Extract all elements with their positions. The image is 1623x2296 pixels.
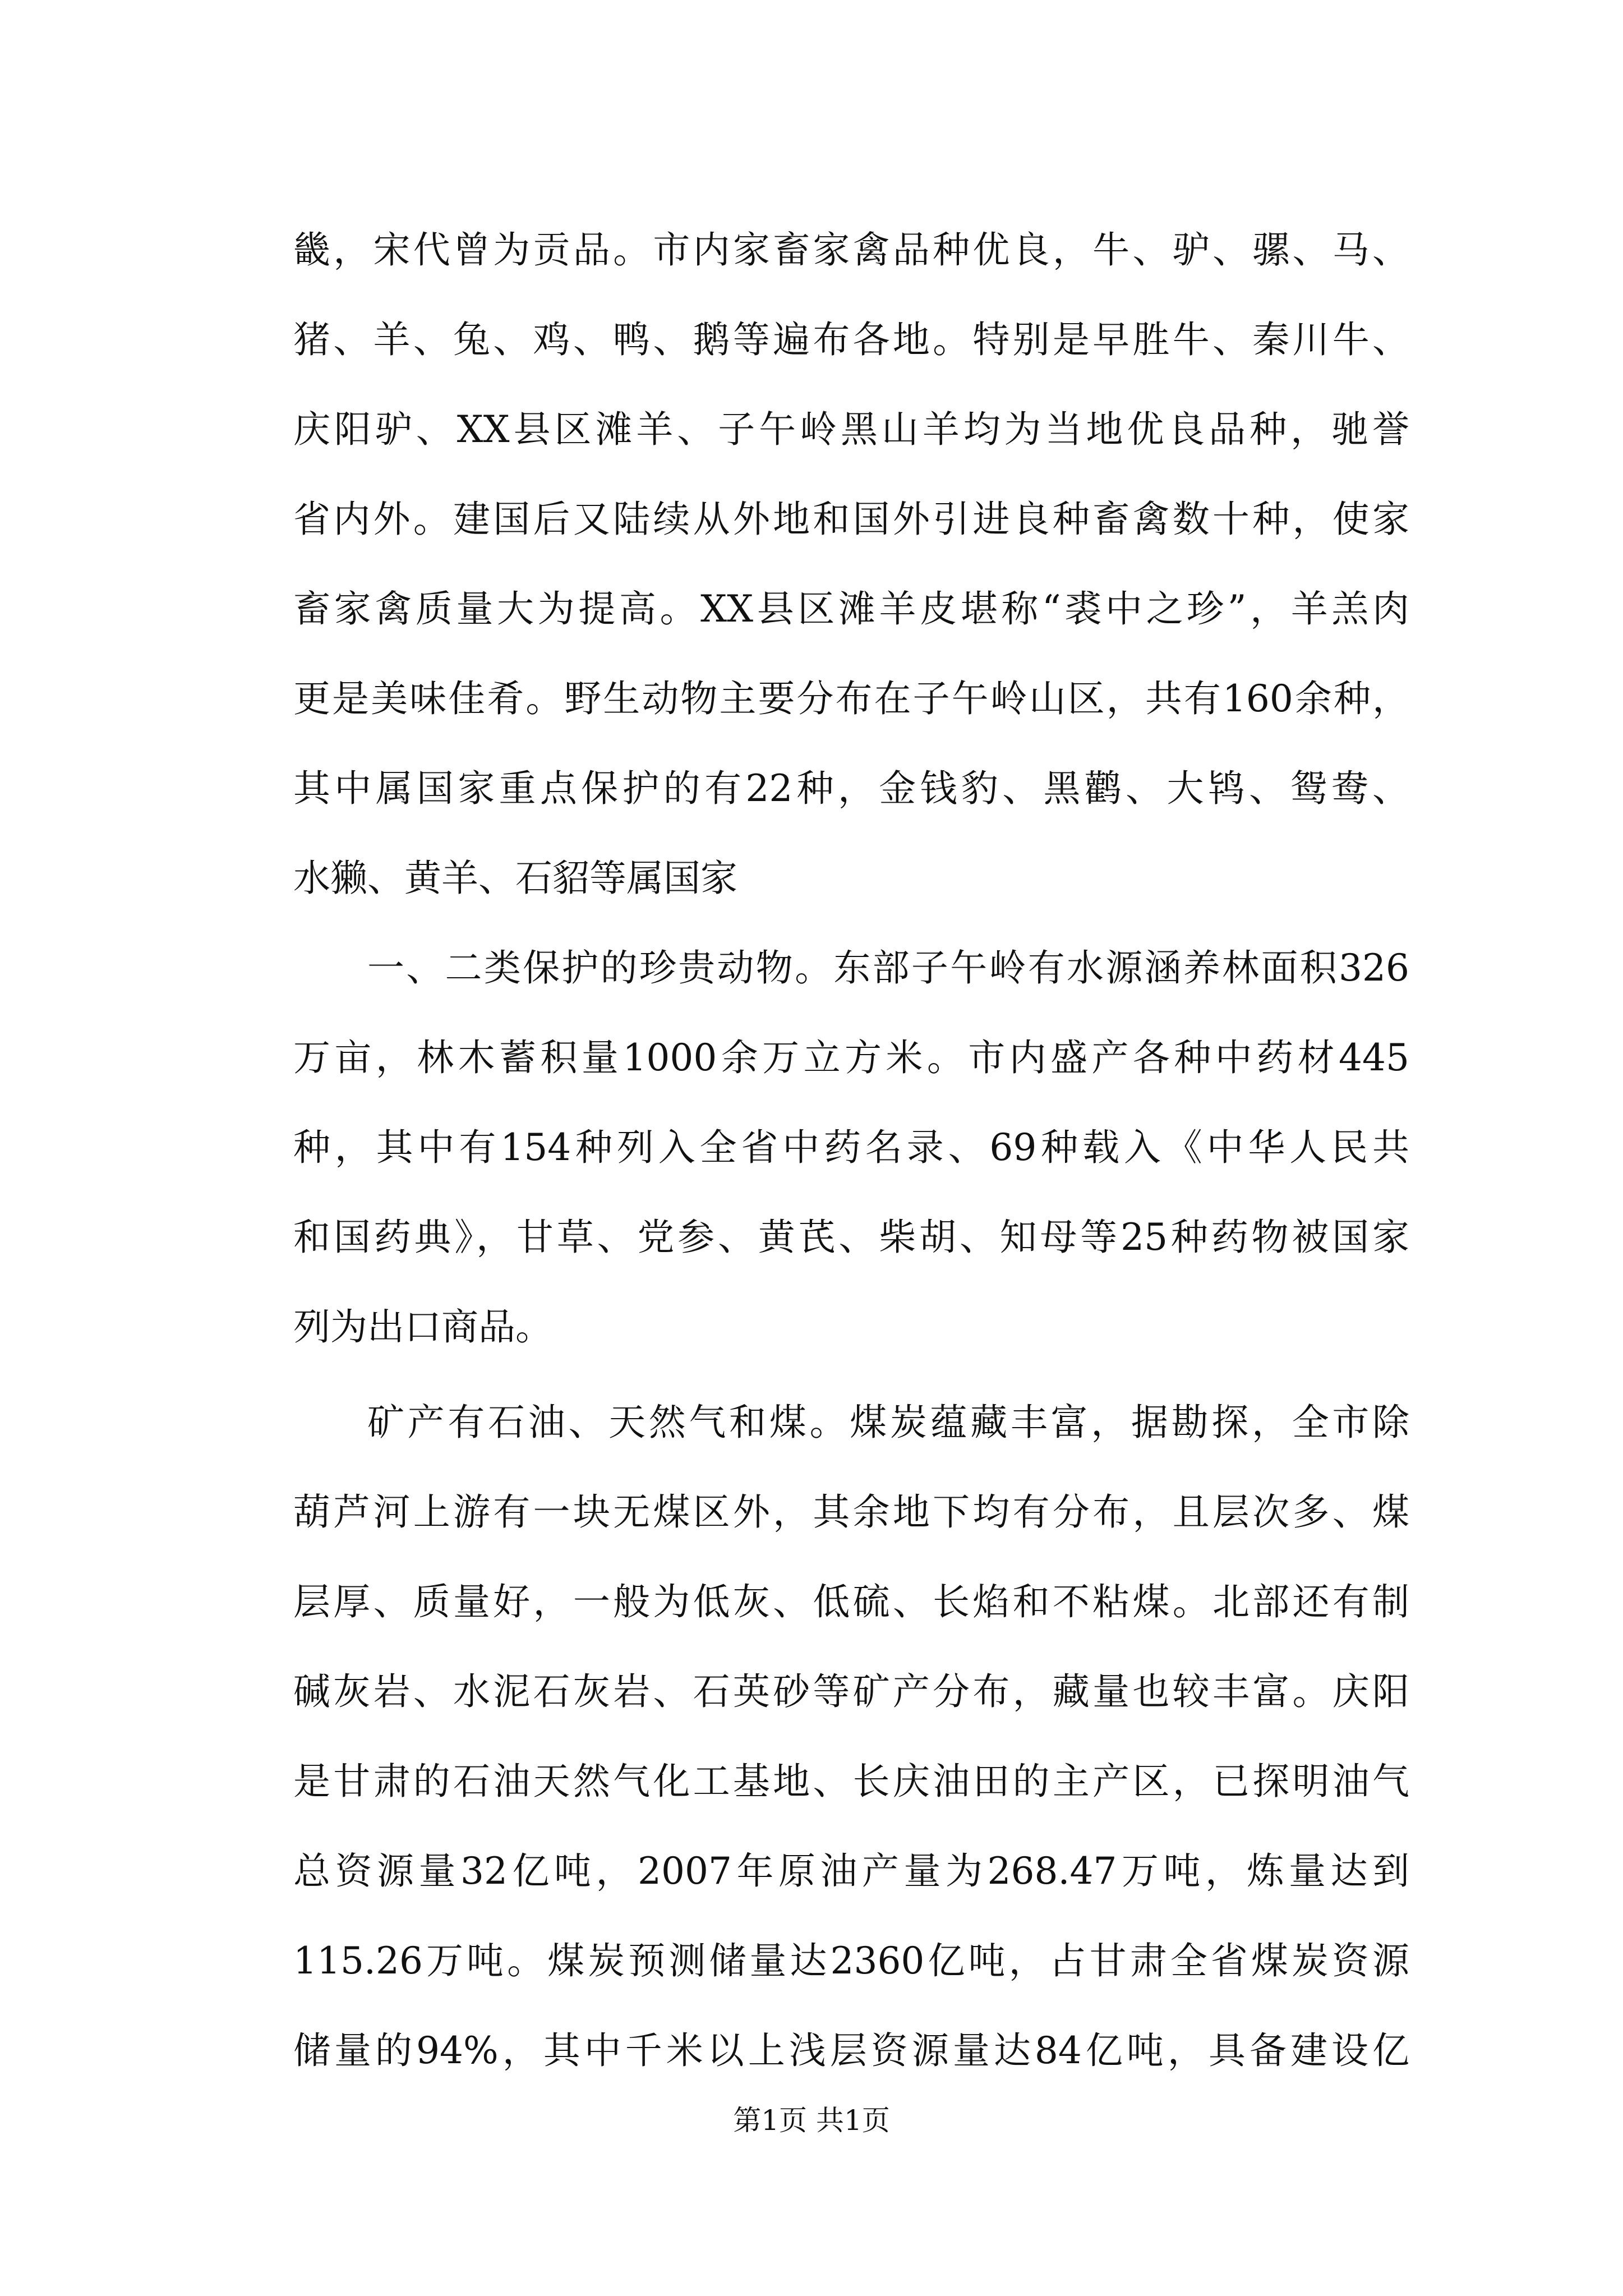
text-line: 省内外。建国后又陆续从外地和国外引进良种畜禽数十种，使家	[293, 498, 1409, 541]
text-line: 种，其中有154种列入全省中药名录、69种载入《中华人民共	[293, 1126, 1409, 1169]
text-line: 是甘肃的石油天然气化工基地、长庆油田的主产区，已探明油气	[293, 1760, 1409, 1803]
text-line: 115.26万吨。煤炭预测储量达2360亿吨，占甘肃全省煤炭资源	[293, 1939, 1409, 1982]
text-line: 总资源量32亿吨，2007年原油产量为268.47万吨，炼量达到	[293, 1849, 1409, 1893]
text-line: 万亩，林木蓄积量1000余万立方米。市内盛产各种中药材445	[293, 1036, 1409, 1079]
text-line: 水獭、黄羊、石貂等属国家	[293, 857, 737, 900]
text-line: 层厚、质量好，一般为低灰、低硫、长焰和不粘煤。北部还有制	[293, 1580, 1409, 1623]
text-line: 列为出口商品。	[293, 1305, 552, 1349]
text-line: 庆阳驴、XX县区滩羊、子午岭黑山羊均为当地优良品种，驰誉	[293, 408, 1409, 451]
text-line: 猪、羊、兔、鸡、鸭、鹅等遍布各地。特别是早胜牛、秦川牛、	[293, 318, 1409, 361]
text-line: 更是美味佳肴。野生动物主要分布在子午岭山区，共有160余种，	[293, 677, 1409, 720]
text-line: 畜家禽质量大为提高。XX县区滩羊皮堪称“裘中之珍”，羊羔肉	[293, 587, 1409, 631]
text-line: 葫芦河上游有一块无煤区外，其余地下均有分布，且层次多、煤	[293, 1490, 1409, 1534]
text-line: 和国药典》，甘草、党参、黄芪、柴胡、知母等25种药物被国家	[293, 1216, 1409, 1259]
text-line: 一、二类保护的珍贵动物。东部子午岭有水源涵养林面积326	[367, 946, 1409, 990]
text-line: 储量的94%，其中千米以上浅层资源量达84亿吨，具备建设亿	[293, 2029, 1409, 2072]
text-line: 其中属国家重点保护的有22种，金钱豹、黑鹳、大鸨、鸳鸯、	[293, 767, 1409, 810]
page-footer: 第1页 共1页	[733, 2104, 890, 2137]
text-line: 矿产有石油、天然气和煤。煤炭蕴藏丰富，据勘探，全市除	[367, 1401, 1409, 1444]
text-line: 畿，宋代曾为贡品。市内家畜家禽品种优良，牛、驴、骡、马、	[293, 228, 1409, 272]
text-line: 碱灰岩、水泥石灰岩、石英砂等矿产分布，藏量也较丰富。庆阳	[293, 1670, 1409, 1713]
